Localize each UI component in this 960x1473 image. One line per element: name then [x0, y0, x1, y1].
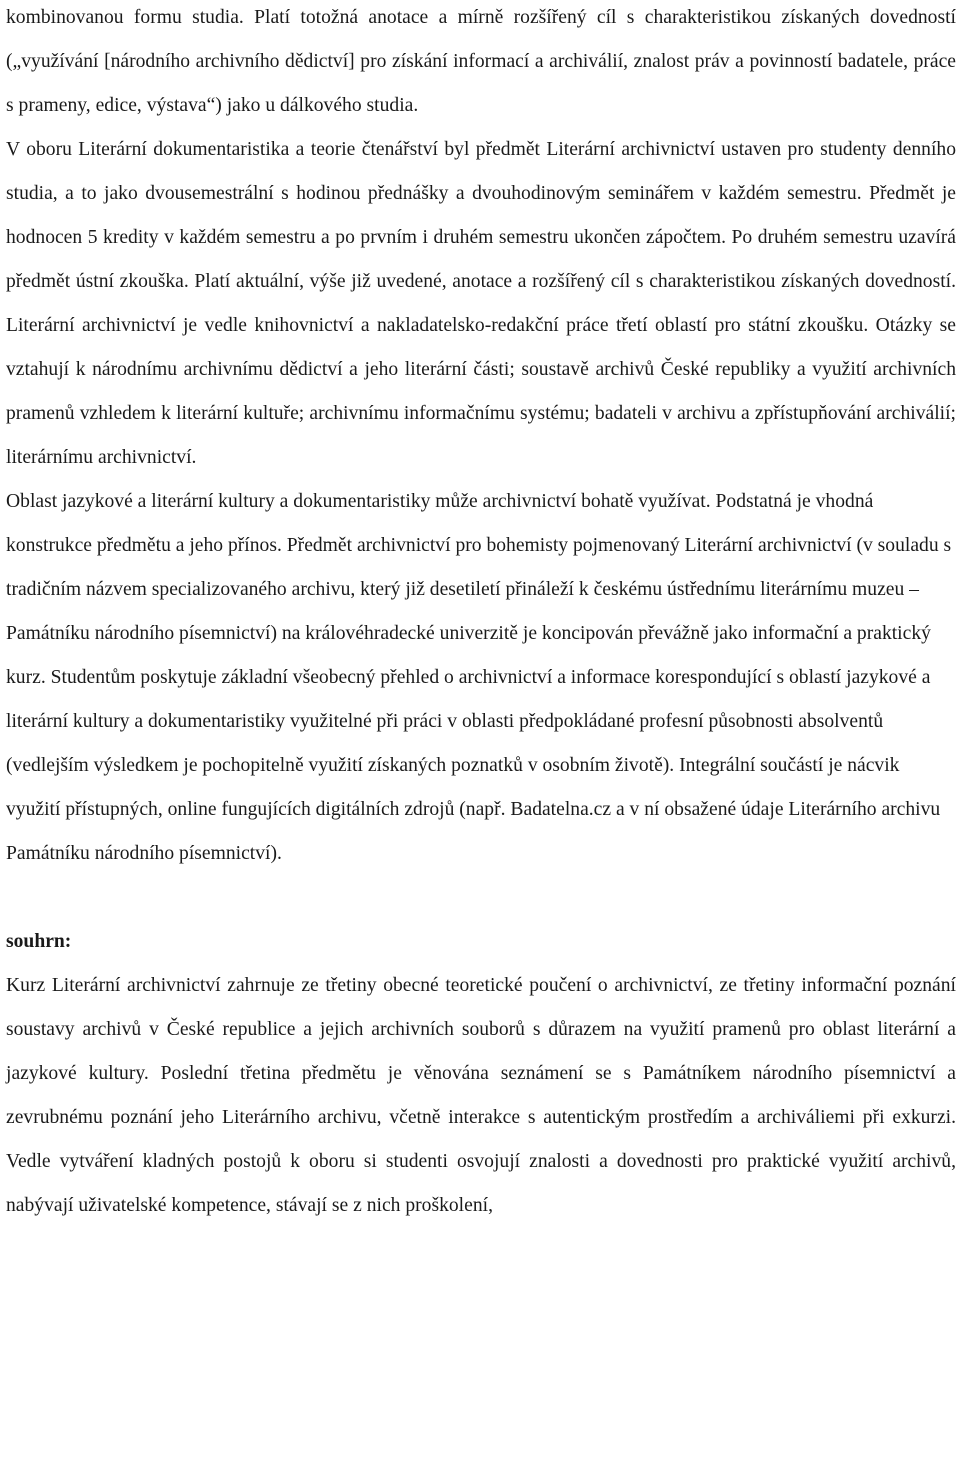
- paragraph-language-culture: Oblast jazykové a literární kultury a dokumentaristiky může archivnictví bohatě využívat. Podstatná je vhodná konstrukce předmětu a jeho přínos. Předmět archivnictví pro bohemisty pojmenovaný Literární archivnictví (v souladu s tradičním názvem specializovaného archivu, který již desetiletí přináleží k českému ústřednímu literárnímu muzeu – Památníku národního písemnictví) na královéhradecké univerzitě je koncipován převážně jako informační a praktický kurz. Studentům poskytuje základní všeobecný přehled o archivnictví a informace korespondující s oblastí jazykové a literární kultury a dokumentaristiky využitelné při práci v oblasti předpokládané profesní působnosti absolventů (vedlejším výsledkem je pochopitelně využití získaných poznatků v osobním životě). Integrální součástí je nácvik využití přístupných, online fungujících digitálních zdrojů (např. Badatelna.cz a v ní obsažené údaje Literárního archivu Památníku národního písemnictví).: [6, 491, 952, 864]
- paragraph-field-of-study: V oboru Literární dokumentaristika a teorie čtenářství byl předmět Literární archivnictví ustaven pro studenty denního studia, a to jako dvousemestrální s hodinou přednášky a dvouhodinovým seminářem v každém semestru. Předmět je hodnocen 5 kredity v každém semestru a po prvním i druhém semestru ukončen zápočtem. Po druhém semestru uzavírá předmět ústní zkouška. Platí aktuální, výše již uvedené, anotace a rozšířený cíl s charakteristikou získaných dovedností. Literární archivnictví je vedle knihovnictví a nakladatelsko-redakční práce třetí oblastí pro státní zkoušku. Otázky se vztahují k národnímu archivnímu dědictví a jeho literární části; soustavě archivů České republiky a využití archivních pramenů vzhledem k literární kultuře; archivnímu informačnímu systému; badateli v archivu a zpřístupňování archiválií; literárnímu archivnictví.: [6, 139, 956, 468]
- paragraph-study-form: kombinovanou formu studia. Platí totožná anotace a mírně rozšířený cíl s charakteristikou získaných dovedností („využívání [národního archivního dědictví] pro získání informací a archiválií, znalost práv a povinností badatele, práce s prameny, edice, výstava“) jako u dálkového studia.: [6, 7, 956, 116]
- document-page: [6, 0, 956, 1228]
- section-spacer: [6, 876, 956, 920]
- summary-heading: souhrn:: [6, 931, 72, 952]
- summary-paragraph: Kurz Literární archivnictví zahrnuje ze třetiny obecné teoretické poučení o archivnictví, ze třetiny informační poznání soustavy archivů v České republice a jejich archivních souborů s důrazem na využití pramenů pro oblast literární a jazykové kultury. Poslední třetina předmětu je věnována seznámení se s Památníkem národního písemnictví a zevrubnému poznání jeho Literárního archivu, včetně interakce s autentickým prostředím a archiváliemi při exkurzi. Vedle vytváření kladných postojů k oboru si studenti osvojují znalosti a dovednosti pro praktické využití archivů, nabývají uživatelské kompetence, stávají se z nich proškolení,: [6, 975, 956, 1216]
